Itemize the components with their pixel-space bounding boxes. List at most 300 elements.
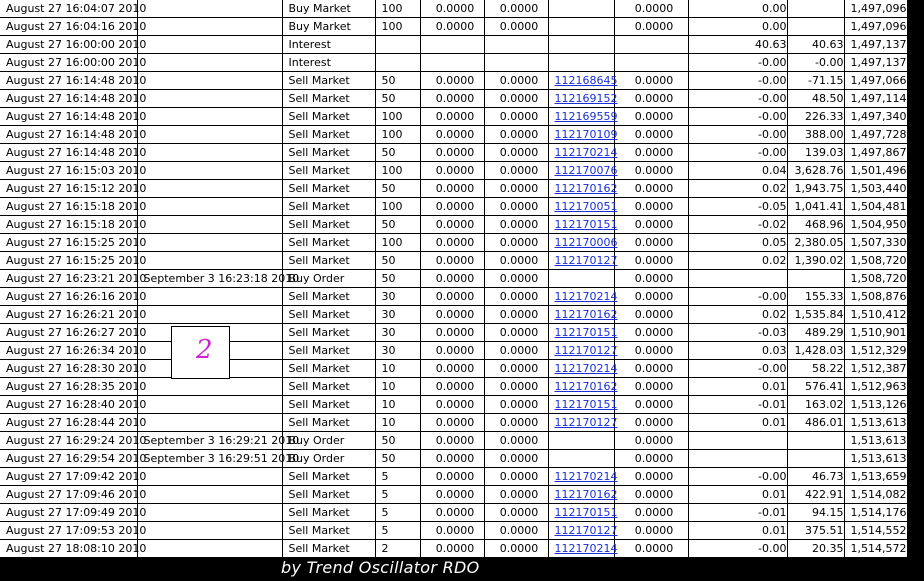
table-row — [0, 216, 907, 234]
ticket-cell[interactable] — [548, 324, 618, 342]
balance-cell: 1,514,176.79 — [844, 504, 907, 522]
tp-cell: 0.0000 — [614, 288, 688, 306]
tp-cell: 0.0000 — [614, 450, 688, 468]
tp-cell — [614, 54, 688, 72]
ticket-cell[interactable] — [548, 288, 618, 306]
sl-cell — [484, 54, 548, 72]
balance-cell: 1,508,876.17 — [844, 288, 907, 306]
price-cell: 0.0000 — [420, 342, 484, 360]
balance-cell: 1,514,552.30 — [844, 522, 907, 540]
size-cell — [375, 36, 420, 54]
open-time-cell: August 27 16:04:16 2010 — [0, 18, 137, 36]
tp-cell: 0.0000 — [614, 90, 688, 108]
close-time-cell — [137, 72, 282, 90]
profit-cell: 1,041.41 — [787, 198, 844, 216]
tp-cell: 0.0000 — [614, 306, 688, 324]
table-row — [0, 18, 907, 36]
table-row — [0, 270, 907, 288]
balance-cell: 1,504,950.77 — [844, 216, 907, 234]
sl-cell: 0.0000 — [484, 198, 548, 216]
type-cell: Sell Market — [282, 342, 375, 360]
balance-cell: 1,504,481.81 — [844, 198, 907, 216]
sl-cell: 0.0000 — [484, 90, 548, 108]
balance-cell: 1,497,340.86 — [844, 108, 907, 126]
size-cell: 100 — [375, 198, 420, 216]
sl-cell: 0.0000 — [484, 468, 548, 486]
balance-cell: 1,510,412.01 — [844, 306, 907, 324]
size-cell: 50 — [375, 270, 420, 288]
type-cell: Sell Market — [282, 90, 375, 108]
tp-cell: 0.0000 — [614, 270, 688, 288]
tp-cell: 0.0000 — [614, 144, 688, 162]
ticket-link[interactable]: 112170151 — [554, 398, 618, 411]
balance-cell: 1,497,066.03 — [844, 72, 907, 90]
ticket-cell[interactable] — [548, 504, 618, 522]
open-time-cell: August 27 16:14:48 2010 — [0, 108, 137, 126]
balance-cell: 1,497,096.55 — [844, 18, 907, 36]
sl-cell: 0.0000 — [484, 540, 548, 558]
commission-cell: -0.00 — [688, 360, 787, 378]
commission-cell: -0.00 — [688, 144, 787, 162]
price-cell: 0.0000 — [420, 468, 484, 486]
ticket-cell — [548, 36, 614, 54]
ticket-cell[interactable] — [548, 522, 618, 540]
size-cell: 50 — [375, 72, 420, 90]
profit-cell: 1,535.84 — [787, 306, 844, 324]
profit-cell: 48.50 — [787, 90, 844, 108]
size-cell: 50 — [375, 252, 420, 270]
ticket-cell — [548, 0, 614, 18]
profit-cell: 58.22 — [787, 360, 844, 378]
table-row — [0, 288, 907, 306]
close-time-cell — [137, 0, 282, 18]
open-time-cell: August 27 18:08:10 2010 — [0, 540, 137, 558]
price-cell: 0.0000 — [420, 522, 484, 540]
ticket-link[interactable]: 112170127 — [554, 524, 618, 537]
table-row — [0, 144, 907, 162]
type-cell: Buy Order — [282, 432, 375, 450]
type-cell: Sell Market — [282, 216, 375, 234]
ticket-link[interactable]: 112170162 — [554, 380, 618, 393]
commission-cell: 0.04 — [688, 162, 787, 180]
tp-cell: 0.0000 — [614, 162, 688, 180]
close-time-cell — [137, 108, 282, 126]
table-row — [0, 432, 907, 450]
size-cell: 50 — [375, 90, 420, 108]
tp-cell: 0.0000 — [614, 522, 688, 540]
profit-cell: 1,390.02 — [787, 252, 844, 270]
profit-cell: 1,428.03 — [787, 342, 844, 360]
table-row — [0, 252, 907, 270]
close-time-cell: September 3 16:29:51 2010 — [137, 450, 282, 468]
open-time-cell: August 27 16:26:27 2010 — [0, 324, 137, 342]
commission-cell — [688, 270, 787, 288]
type-cell: Sell Market — [282, 306, 375, 324]
ticket-cell[interactable] — [548, 180, 618, 198]
tp-cell: 0.0000 — [614, 108, 688, 126]
price-cell: 0.0000 — [420, 504, 484, 522]
table-row — [0, 90, 907, 108]
open-time-cell: August 27 16:15:25 2010 — [0, 252, 137, 270]
size-cell: 100 — [375, 18, 420, 36]
sl-cell: 0.0000 — [484, 144, 548, 162]
size-cell: 100 — [375, 108, 420, 126]
balance-cell: 1,513,613.00 — [844, 432, 907, 450]
ticket-link[interactable]: 112170162 — [554, 308, 618, 321]
open-time-cell: August 27 16:23:21 2010 — [0, 270, 137, 288]
tp-cell: 0.0000 — [614, 360, 688, 378]
price-cell: 0.0000 — [420, 72, 484, 90]
ticket-cell[interactable] — [548, 486, 618, 504]
balance-cell: 1,513,613.00 — [844, 450, 907, 468]
price-cell: 0.0000 — [420, 270, 484, 288]
commission-cell: -0.00 — [688, 468, 787, 486]
type-cell: Sell Market — [282, 540, 375, 558]
size-cell: 100 — [375, 234, 420, 252]
close-time-cell — [137, 162, 282, 180]
ticket-link[interactable]: 112168645 — [554, 74, 618, 87]
type-cell: Sell Market — [282, 288, 375, 306]
size-cell: 2 — [375, 540, 420, 558]
type-cell: Sell Market — [282, 180, 375, 198]
price-cell: 0.0000 — [420, 18, 484, 36]
balance-cell: 1,513,613.00 — [844, 414, 907, 432]
close-time-cell — [137, 198, 282, 216]
sl-cell: 0.0000 — [484, 504, 548, 522]
size-cell: 5 — [375, 504, 420, 522]
commission-cell: 0.01 — [688, 414, 787, 432]
commission-cell: -0.00 — [688, 126, 787, 144]
open-time-cell: August 27 16:14:48 2010 — [0, 144, 137, 162]
sl-cell: 0.0000 — [484, 360, 548, 378]
type-cell: Sell Market — [282, 234, 375, 252]
open-time-cell: August 27 16:28:44 2010 — [0, 414, 137, 432]
ticket-link[interactable]: 112170214 — [554, 146, 618, 159]
profit-cell: 40.63 — [787, 36, 844, 54]
ticket-link[interactable]: 112170214 — [554, 362, 618, 375]
tp-cell: 0.0000 — [614, 198, 688, 216]
type-cell: Sell Market — [282, 378, 375, 396]
price-cell: 0.0000 — [420, 450, 484, 468]
open-time-cell: August 27 16:28:35 2010 — [0, 378, 137, 396]
open-time-cell: August 27 17:09:42 2010 — [0, 468, 137, 486]
tp-cell: 0.0000 — [614, 234, 688, 252]
table-row — [0, 0, 907, 18]
open-time-cell: August 27 16:29:24 2010 — [0, 432, 137, 450]
open-time-cell: August 27 16:28:30 2010 — [0, 360, 137, 378]
size-cell: 30 — [375, 342, 420, 360]
open-time-cell: August 27 16:14:48 2010 — [0, 72, 137, 90]
type-cell: Sell Market — [282, 414, 375, 432]
type-cell: Sell Market — [282, 72, 375, 90]
balance-cell: 1,513,659.73 — [844, 468, 907, 486]
price-cell: 0.0000 — [420, 414, 484, 432]
sl-cell: 0.0000 — [484, 126, 548, 144]
commission-cell: -0.01 — [688, 396, 787, 414]
open-time-cell: August 27 16:15:12 2010 — [0, 180, 137, 198]
tp-cell: 0.0000 — [614, 468, 688, 486]
ticket-link[interactable]: 112170127 — [554, 416, 618, 429]
sl-cell: 0.0000 — [484, 522, 548, 540]
balance-cell: 1,497,728.85 — [844, 126, 907, 144]
size-cell: 50 — [375, 180, 420, 198]
ticket-cell[interactable] — [548, 252, 618, 270]
type-cell: Buy Order — [282, 270, 375, 288]
ticket-cell[interactable] — [548, 540, 618, 558]
type-cell: Sell Market — [282, 252, 375, 270]
ticket-cell[interactable] — [548, 360, 618, 378]
commission-cell: -0.03 — [688, 324, 787, 342]
ticket-cell[interactable] — [548, 378, 618, 396]
ticket-cell[interactable] — [548, 198, 618, 216]
balance-cell: 1,497,867.88 — [844, 144, 907, 162]
profit-cell: 155.33 — [787, 288, 844, 306]
ticket-cell[interactable] — [548, 216, 618, 234]
size-cell: 10 — [375, 396, 420, 414]
table-row — [0, 126, 907, 144]
table-row — [0, 306, 907, 324]
sl-cell: 0.0000 — [484, 234, 548, 252]
tp-cell: 0.0000 — [614, 432, 688, 450]
close-time-cell — [137, 90, 282, 108]
ticket-link[interactable]: 112170214 — [554, 542, 618, 555]
profit-cell: 20.35 — [787, 540, 844, 558]
tp-cell: 0.0000 — [614, 504, 688, 522]
commission-cell: 0.03 — [688, 342, 787, 360]
price-cell: 0.0000 — [420, 234, 484, 252]
open-time-cell: August 27 16:15:18 2010 — [0, 198, 137, 216]
table-row — [0, 378, 907, 396]
size-cell — [375, 54, 420, 72]
commission-cell: -0.00 — [688, 108, 787, 126]
table-row — [0, 414, 907, 432]
ticket-cell[interactable] — [548, 468, 618, 486]
tp-cell: 0.0000 — [614, 0, 688, 18]
open-time-cell: August 27 16:00:00 2010 — [0, 54, 137, 72]
open-time-cell: August 27 16:28:40 2010 — [0, 396, 137, 414]
tp-cell: 0.0000 — [614, 540, 688, 558]
ticket-cell[interactable] — [548, 414, 618, 432]
table-row — [0, 36, 907, 54]
commission-cell: -0.00 — [688, 54, 787, 72]
type-cell: Sell Market — [282, 522, 375, 540]
ticket-cell[interactable] — [548, 162, 618, 180]
profit-cell: -71.15 — [787, 72, 844, 90]
table-row — [0, 522, 907, 540]
open-time-cell: August 27 16:14:48 2010 — [0, 90, 137, 108]
close-time-cell — [137, 414, 282, 432]
ticket-link[interactable]: 112169559 — [554, 110, 618, 123]
ticket-cell[interactable] — [548, 396, 618, 414]
ticket-cell[interactable] — [548, 126, 618, 144]
ticket-link[interactable]: 112169152 — [554, 92, 618, 105]
commission-cell — [688, 450, 787, 468]
price-cell: 0.0000 — [420, 126, 484, 144]
open-time-cell: August 27 17:09:46 2010 — [0, 486, 137, 504]
profit-cell: 375.51 — [787, 522, 844, 540]
size-cell: 5 — [375, 522, 420, 540]
table-row — [0, 72, 907, 90]
ticket-link[interactable]: 112170127 — [554, 344, 618, 357]
ticket-cell[interactable] — [548, 72, 618, 90]
sl-cell: 0.0000 — [484, 342, 548, 360]
table-row — [0, 360, 907, 378]
open-time-cell: August 27 16:00:00 2010 — [0, 36, 137, 54]
sl-cell: 0.0000 — [484, 414, 548, 432]
commission-cell: 0.01 — [688, 522, 787, 540]
price-cell: 0.0000 — [420, 360, 484, 378]
price-cell: 0.0000 — [420, 540, 484, 558]
sl-cell: 0.0000 — [484, 18, 548, 36]
table-row — [0, 162, 907, 180]
commission-cell: -0.00 — [688, 288, 787, 306]
commission-cell: 0.00 — [688, 18, 787, 36]
sl-cell — [484, 36, 548, 54]
tp-cell: 0.0000 — [614, 126, 688, 144]
open-time-cell: August 27 16:04:07 2010 — [0, 0, 137, 18]
close-time-cell — [137, 540, 282, 558]
type-cell: Sell Market — [282, 396, 375, 414]
ticket-cell[interactable] — [548, 144, 618, 162]
ticket-link[interactable]: 112170109 — [554, 128, 618, 141]
type-cell: Buy Market — [282, 0, 375, 18]
close-time-cell — [137, 180, 282, 198]
close-time-cell — [137, 378, 282, 396]
ticket-link[interactable]: 112170151 — [554, 326, 618, 339]
size-cell: 100 — [375, 126, 420, 144]
balance-cell: 1,510,901.31 — [844, 324, 907, 342]
sl-cell: 0.0000 — [484, 486, 548, 504]
close-time-cell — [137, 54, 282, 72]
type-cell: Sell Market — [282, 360, 375, 378]
ticket-link[interactable]: 112170076 — [554, 164, 618, 177]
table-row — [0, 450, 907, 468]
table-row — [0, 468, 907, 486]
balance-cell: 1,508,720.84 — [844, 270, 907, 288]
table-row — [0, 504, 907, 522]
close-time-cell — [137, 288, 282, 306]
ticket-link[interactable]: 112170214 — [554, 470, 618, 483]
type-cell: Sell Market — [282, 198, 375, 216]
type-cell: Interest — [282, 54, 375, 72]
close-time-cell — [137, 468, 282, 486]
ticket-link[interactable]: 112170051 — [554, 200, 618, 213]
open-time-cell: August 27 16:26:21 2010 — [0, 306, 137, 324]
balance-cell: 1,514,572.65 — [844, 540, 907, 558]
ticket-link[interactable]: 112170151 — [554, 218, 618, 231]
profit-cell: 226.33 — [787, 108, 844, 126]
table-row — [0, 54, 907, 72]
price-cell: 0.0000 — [420, 216, 484, 234]
ticket-link[interactable]: 112170214 — [554, 290, 618, 303]
ticket-cell — [548, 18, 614, 36]
profit-cell: 46.73 — [787, 468, 844, 486]
close-time-cell — [137, 504, 282, 522]
profit-cell — [787, 0, 844, 18]
price-cell: 0.0000 — [420, 306, 484, 324]
commission-cell: -0.02 — [688, 216, 787, 234]
type-cell: Buy Market — [282, 18, 375, 36]
type-cell: Sell Market — [282, 504, 375, 522]
price-cell: 0.0000 — [420, 90, 484, 108]
price-cell: 0.0000 — [420, 396, 484, 414]
size-cell: 10 — [375, 414, 420, 432]
sl-cell: 0.0000 — [484, 450, 548, 468]
tp-cell: 0.0000 — [614, 324, 688, 342]
balance-cell: 1,513,126.99 — [844, 396, 907, 414]
balance-cell: 1,497,114.53 — [844, 90, 907, 108]
tp-cell: 0.0000 — [614, 216, 688, 234]
open-time-cell: August 27 17:09:53 2010 — [0, 522, 137, 540]
ticket-link[interactable]: 112170127 — [554, 254, 618, 267]
close-time-cell — [137, 486, 282, 504]
profit-cell: 422.91 — [787, 486, 844, 504]
close-time-cell — [137, 18, 282, 36]
table-row — [0, 180, 907, 198]
commission-cell: -0.00 — [688, 72, 787, 90]
ticket-link[interactable]: 112170006 — [554, 236, 618, 249]
ticket-cell[interactable] — [548, 342, 618, 360]
table-row — [0, 108, 907, 126]
caption-text: by Trend Oscillator RDO — [281, 558, 480, 577]
ticket-link[interactable]: 112170162 — [554, 488, 618, 501]
commission-cell: -0.00 — [688, 90, 787, 108]
size-cell: 30 — [375, 306, 420, 324]
sl-cell: 0.0000 — [484, 180, 548, 198]
close-time-cell — [137, 234, 282, 252]
price-cell: 0.0000 — [420, 486, 484, 504]
sl-cell: 0.0000 — [484, 162, 548, 180]
ticket-link[interactable]: 112170162 — [554, 182, 618, 195]
type-cell: Buy Order — [282, 450, 375, 468]
close-time-cell — [137, 306, 282, 324]
price-cell: 0.0000 — [420, 108, 484, 126]
ticket-link[interactable]: 112170151 — [554, 506, 618, 519]
table-row — [0, 234, 907, 252]
commission-cell: 0.02 — [688, 306, 787, 324]
close-time-cell — [137, 252, 282, 270]
size-cell: 100 — [375, 0, 420, 18]
annotation-label: 2 — [196, 335, 213, 365]
balance-cell: 1,501,496.64 — [844, 162, 907, 180]
ticket-cell[interactable] — [548, 90, 618, 108]
type-cell: Sell Market — [282, 108, 375, 126]
annotation-box — [171, 326, 230, 379]
ticket-cell[interactable] — [548, 234, 618, 252]
ticket-cell[interactable] — [548, 108, 618, 126]
close-time-cell — [137, 36, 282, 54]
size-cell: 30 — [375, 288, 420, 306]
tp-cell: 0.0000 — [614, 252, 688, 270]
ticket-cell[interactable] — [548, 306, 618, 324]
size-cell: 10 — [375, 360, 420, 378]
tp-cell: 0.0000 — [614, 414, 688, 432]
tp-cell: 0.0000 — [614, 18, 688, 36]
table-row — [0, 396, 907, 414]
commission-cell: 0.00 — [688, 0, 787, 18]
profit-cell: 576.41 — [787, 378, 844, 396]
price-cell: 0.0000 — [420, 252, 484, 270]
table-row — [0, 342, 907, 360]
size-cell: 50 — [375, 144, 420, 162]
tp-cell: 0.0000 — [614, 72, 688, 90]
sl-cell: 0.0000 — [484, 216, 548, 234]
ticket-cell — [548, 450, 614, 468]
type-cell: Sell Market — [282, 162, 375, 180]
ticket-cell — [548, 54, 614, 72]
open-time-cell: August 27 16:29:54 2010 — [0, 450, 137, 468]
balance-cell: 1,512,329.33 — [844, 342, 907, 360]
